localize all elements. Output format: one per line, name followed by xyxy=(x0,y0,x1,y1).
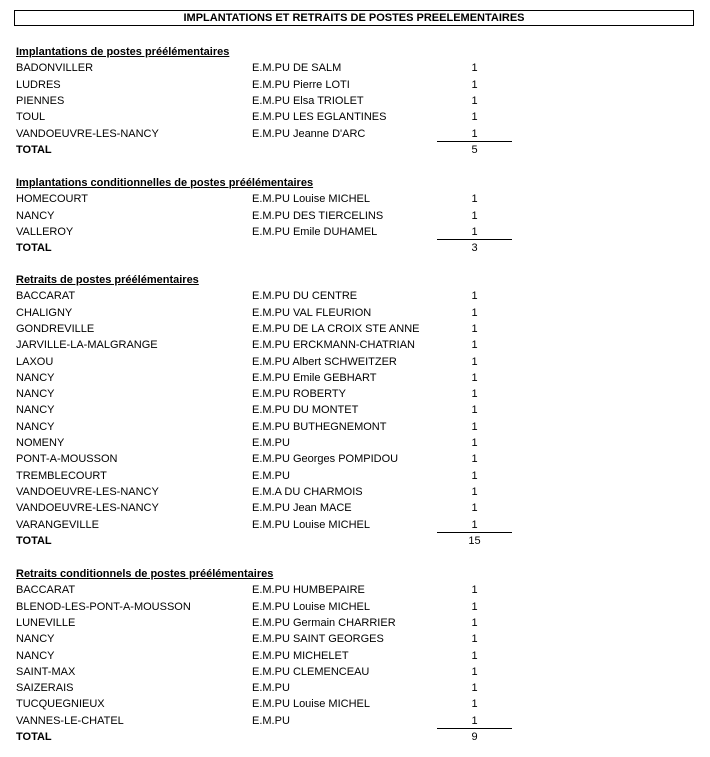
count-cell: 1 xyxy=(471,306,478,319)
count-cell: 1 xyxy=(471,62,478,75)
section-title: Retraits de postes préélémentaires xyxy=(16,274,199,286)
table-row xyxy=(16,77,556,93)
total-row xyxy=(16,729,556,745)
table-row xyxy=(16,517,556,533)
table-row xyxy=(16,615,556,631)
count-cell: 1 xyxy=(471,322,478,335)
commune-cell: NANCY xyxy=(16,633,55,646)
table-row xyxy=(16,370,556,386)
table-row xyxy=(16,337,556,353)
school-cell: E.M.PU VAL FLEURION xyxy=(252,306,372,319)
commune-cell: BACCARAT xyxy=(16,290,76,303)
count-cell: 1 xyxy=(437,224,512,240)
table-row xyxy=(16,191,556,207)
table-row xyxy=(16,648,556,664)
table-row xyxy=(16,451,556,467)
table-row xyxy=(16,60,556,76)
school-cell: E.M.PU Germain CHARRIER xyxy=(252,616,396,629)
school-cell: E.M.PU Pierre LOTI xyxy=(252,78,350,91)
commune-cell: NANCY xyxy=(16,209,55,222)
commune-cell: CHALIGNY xyxy=(16,306,73,319)
school-cell: E.M.PU Louise MICHEL xyxy=(252,698,370,711)
school-cell: E.M.PU Jean MACE xyxy=(252,502,352,515)
school-cell: E.M.PU ROBERTY xyxy=(252,388,346,401)
total-label: TOTAL xyxy=(16,143,52,156)
table-row xyxy=(16,599,556,615)
school-cell: E.M.PU DES TIERCELINS xyxy=(252,209,384,222)
commune-cell: NOMENY xyxy=(16,437,65,450)
total-value: 15 xyxy=(468,534,481,547)
total-value: 9 xyxy=(471,731,478,744)
count-cell: 1 xyxy=(471,193,478,206)
commune-cell: TUCQUEGNIEUX xyxy=(16,698,105,711)
total-label: TOTAL xyxy=(16,242,52,255)
commune-cell: VANDOEUVRE-LES-NANCY xyxy=(16,127,159,140)
count-cell: 1 xyxy=(471,388,478,401)
table-row xyxy=(16,93,556,109)
school-cell: E.M.PU Emile DUHAMEL xyxy=(252,225,378,238)
table-row xyxy=(16,321,556,337)
table-row xyxy=(16,468,556,484)
school-cell: E.M.PU LES EGLANTINES xyxy=(252,111,387,124)
section-2 xyxy=(16,175,556,256)
table-row xyxy=(16,500,556,516)
commune-cell: NANCY xyxy=(16,388,55,401)
table-row xyxy=(16,696,556,712)
commune-cell: LUNEVILLE xyxy=(16,616,76,629)
table-row xyxy=(16,126,556,142)
count-cell: 1 xyxy=(471,420,478,433)
school-cell: E.M.PU HUMBEPAIRE xyxy=(252,584,365,597)
commune-cell: SAIZERAIS xyxy=(16,682,74,695)
commune-cell: VANNES-LE-CHATEL xyxy=(16,714,124,727)
count-cell: 1 xyxy=(471,485,478,498)
count-cell: 1 xyxy=(471,502,478,515)
total-row xyxy=(16,240,556,256)
count-cell: 1 xyxy=(471,616,478,629)
table-row xyxy=(16,435,556,451)
table-row xyxy=(16,288,556,304)
table-row xyxy=(16,631,556,647)
count-cell: 1 xyxy=(471,290,478,303)
school-cell: E.M.PU Louise MICHEL xyxy=(252,600,370,613)
count-cell: 1 xyxy=(471,633,478,646)
commune-cell: GONDREVILLE xyxy=(16,322,95,335)
commune-cell: JARVILLE-LA-MALGRANGE xyxy=(16,339,158,352)
count-cell: 1 xyxy=(471,371,478,384)
commune-cell: PONT-A-MOUSSON xyxy=(16,453,118,466)
total-label: TOTAL xyxy=(16,731,52,744)
school-cell: E.M.PU SAINT GEORGES xyxy=(252,633,384,646)
total-row xyxy=(16,142,556,158)
table-row xyxy=(16,680,556,696)
commune-cell: BACCARAT xyxy=(16,584,76,597)
school-cell: E.M.PU MICHELET xyxy=(252,649,349,662)
count-cell: 1 xyxy=(471,469,478,482)
school-cell: E.M.A DU CHARMOIS xyxy=(252,485,363,498)
count-cell: 1 xyxy=(471,339,478,352)
count-cell: 1 xyxy=(471,78,478,91)
count-cell: 1 xyxy=(471,404,478,417)
section-title: Retraits conditionnels de postes préélémentaires xyxy=(16,568,274,580)
count-cell: 1 xyxy=(437,713,512,729)
count-cell: 1 xyxy=(471,600,478,613)
school-cell: E.M.PU Albert SCHWEITZER xyxy=(252,355,397,368)
commune-cell: PIENNES xyxy=(16,94,65,107)
school-cell: E.M.PU DE LA CROIX STE ANNE xyxy=(252,322,420,335)
count-cell: 1 xyxy=(471,584,478,597)
count-cell: 1 xyxy=(437,517,512,533)
commune-cell: VANDOEUVRE-LES-NANCY xyxy=(16,502,159,515)
school-cell: E.M.PU BUTHEGNEMONT xyxy=(252,420,387,433)
count-cell: 1 xyxy=(471,665,478,678)
count-cell: 1 xyxy=(471,453,478,466)
commune-cell: NANCY xyxy=(16,371,55,384)
total-row xyxy=(16,533,556,549)
table-row xyxy=(16,582,556,598)
count-cell: 1 xyxy=(471,437,478,450)
school-cell: E.M.PU Jeanne D'ARC xyxy=(252,127,366,140)
table-row xyxy=(16,354,556,370)
school-cell: E.M.PU xyxy=(252,682,290,695)
school-cell: E.M.PU DU MONTET xyxy=(252,404,359,417)
total-value: 5 xyxy=(471,143,478,156)
table-row xyxy=(16,109,556,125)
school-cell: E.M.PU CLEMENCEAU xyxy=(252,665,370,678)
table-row xyxy=(16,208,556,224)
commune-cell: VARANGEVILLE xyxy=(16,518,99,531)
total-value: 3 xyxy=(471,242,478,255)
table-row xyxy=(16,305,556,321)
commune-cell: LAXOU xyxy=(16,355,54,368)
table-row xyxy=(16,386,556,402)
commune-cell: BADONVILLER xyxy=(16,62,94,75)
table-row xyxy=(16,402,556,418)
section-4 xyxy=(16,566,556,745)
table-row xyxy=(16,713,556,729)
school-cell: E.M.PU xyxy=(252,437,290,450)
section-title: Implantations de postes préélémentaires xyxy=(16,46,230,58)
total-label: TOTAL xyxy=(16,534,52,547)
school-cell: E.M.PU Emile GEBHART xyxy=(252,371,377,384)
commune-cell: NANCY xyxy=(16,404,55,417)
commune-cell: LUDRES xyxy=(16,78,61,91)
commune-cell: VALLEROY xyxy=(16,225,74,238)
table-row xyxy=(16,419,556,435)
section-1 xyxy=(16,44,556,158)
school-cell: E.M.PU xyxy=(252,469,290,482)
school-cell: E.M.PU Georges POMPIDOU xyxy=(252,453,399,466)
count-cell: 1 xyxy=(471,649,478,662)
commune-cell: NANCY xyxy=(16,649,55,662)
count-cell: 1 xyxy=(471,355,478,368)
table-row xyxy=(16,484,556,500)
section-title: Implantations conditionnelles de postes préélémentaires xyxy=(16,177,314,189)
count-cell: 1 xyxy=(471,682,478,695)
school-cell: E.M.PU xyxy=(252,714,290,727)
school-cell: E.M.PU DU CENTRE xyxy=(252,290,358,303)
commune-cell: NANCY xyxy=(16,420,55,433)
commune-cell: VANDOEUVRE-LES-NANCY xyxy=(16,485,159,498)
table-row xyxy=(16,224,556,240)
table-row xyxy=(16,664,556,680)
school-cell: E.M.PU Louise MICHEL xyxy=(252,193,370,206)
count-cell: 1 xyxy=(437,126,512,142)
count-cell: 1 xyxy=(471,209,478,222)
count-cell: 1 xyxy=(471,94,478,107)
commune-cell: BLENOD-LES-PONT-A-MOUSSON xyxy=(16,600,191,613)
school-cell: E.M.PU ERCKMANN-CHATRIAN xyxy=(252,339,415,352)
count-cell: 1 xyxy=(471,698,478,711)
commune-cell: TREMBLECOURT xyxy=(16,469,107,482)
page-title: IMPLANTATIONS ET RETRAITS DE POSTES PREELEMENTAIRES xyxy=(14,10,694,26)
commune-cell: SAINT-MAX xyxy=(16,665,76,678)
count-cell: 1 xyxy=(471,111,478,124)
commune-cell: HOMECOURT xyxy=(16,193,88,206)
section-3 xyxy=(16,272,556,549)
school-cell: E.M.PU Elsa TRIOLET xyxy=(252,94,364,107)
school-cell: E.M.PU Louise MICHEL xyxy=(252,518,370,531)
school-cell: E.M.PU DE SALM xyxy=(252,62,342,75)
commune-cell: TOUL xyxy=(16,111,46,124)
